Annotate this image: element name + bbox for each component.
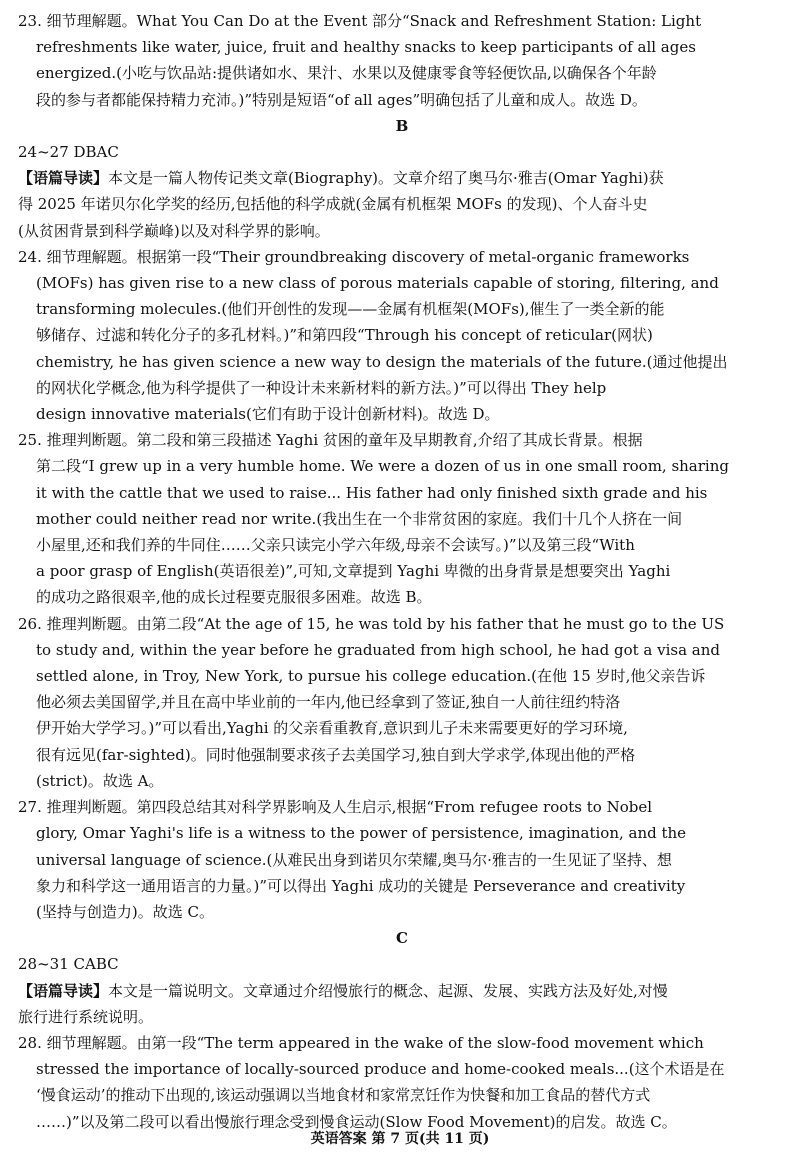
section-heading <box>18 113 786 139</box>
text-line <box>18 820 786 846</box>
line-text: (从贫困背景到科学巅峰)以及对科学界的影响。 <box>18 221 330 240</box>
line-text: 很有远见(far-sighted)。同时他强制要求孩子去美国学习,独自到大学求学,体现出他的严格 <box>36 745 636 764</box>
line-text: refreshments like water, juice, fruit and healthy snacks to keep participants of all ages <box>36 38 696 57</box>
text-line <box>18 742 786 768</box>
page-footer: 英语答案 第 7 页(共 11 页) <box>310 1131 490 1147</box>
line-text: 得 2025 年诺贝尔化学奖的经历,包括他的科学成就(金属有机框架 MOFs 的发现)、个人奋斗史 <box>18 195 648 214</box>
text-line <box>18 218 786 244</box>
text-line <box>18 270 786 296</box>
text-line <box>18 139 786 165</box>
line-text: (MOFs) has given rise to a new class of porous materials capable of storing, filtering, and <box>36 274 719 293</box>
guide-tag: 【语篇导读】 <box>18 981 109 1000</box>
line-text: 小屋里,还和我们养的牛同住……父亲只读完小学六年级,母亲不会读写。)”以及第三段“With <box>36 536 635 555</box>
line-text: energized.(小吃与饮品站:提供诸如水、果汁、水果以及健康零食等轻便饮品,以确保各个年龄 <box>36 64 657 83</box>
text-line <box>18 1004 786 1030</box>
line-text: B <box>395 116 409 135</box>
text-line <box>18 532 786 558</box>
text-line <box>18 847 786 873</box>
line-text: 够储存、过滤和转化分子的多孔材料。)”和第四段“Through his concept of reticular(网状) <box>36 326 653 345</box>
text-line <box>18 296 786 322</box>
line-text: glory, Omar Yaghi's life is a witness to the power of persistence, imagination, and the <box>36 824 687 843</box>
text-line <box>18 453 786 479</box>
line-text: 旅行进行系统说明。 <box>18 1007 154 1026</box>
text-line <box>18 191 786 217</box>
text-line <box>18 794 786 820</box>
line-text: stressed the importance of locally-sourced produce and home-cooked meals...(这个术语是在 <box>36 1060 725 1079</box>
text-line <box>18 87 786 113</box>
text-line <box>18 480 786 506</box>
text-line <box>18 899 786 925</box>
line-text: 象力和科学这一通用语言的力量。)”可以得出 Yaghi 成功的关键是 Perseverance and creativity <box>36 876 686 895</box>
line-text: ‘慢食运动’的推动下出现的,该运动强调以当地食材和家常烹饪作为快餐和加工食品的替代方式 <box>36 1086 651 1105</box>
line-text: 的成功之路很艰辛,他的成长过程要克服很多困难。故选 B。 <box>36 588 432 607</box>
text-line <box>18 978 786 1004</box>
text-line <box>18 1056 786 1082</box>
text-line <box>18 584 786 610</box>
line-text: 第二段“I grew up in a very humble home. We were a dozen of us in one small room, sharing <box>36 457 729 476</box>
line-text: C <box>396 929 408 948</box>
line-text: 25. 推理判断题。第二段和第三段描述 Yaghi 贫困的童年及早期教育,介绍了其成长背景。根据 <box>18 431 643 450</box>
line-text: settled alone, in Troy, New York, to pursue his college education.(在他 15 岁时,他父亲告诉 <box>36 667 706 686</box>
line-text: design innovative materials(它们有助于设计创新材料)。故选 D。 <box>36 405 500 424</box>
line-text: 23. 细节理解题。What You Can Do at the Event 部分“Snack and Refreshment Station: Light <box>18 12 702 30</box>
guide-tag: 【语篇导读】 <box>18 169 109 188</box>
text-line <box>18 349 786 375</box>
line-text: (strict)。故选 A。 <box>36 771 164 790</box>
line-text: (坚持与创造力)。故选 C。 <box>36 902 214 921</box>
text-line <box>18 427 786 453</box>
line-text: a poor grasp of English(英语很差)”,可知,文章提到 Yaghi 卑微的出身背景是想要突出 Yaghi <box>36 562 671 581</box>
line-text: chemistry, he has given science a new way to design the materials of the future.(通过他提出 <box>36 352 728 371</box>
line-text: 26. 推理判断题。由第二段“At the age of 15, he was told by his father that he must go to the US <box>18 614 725 633</box>
line-text: 的网状化学概念,他为科学提供了一种设计未来新材料的新方法。)”可以得出 They help <box>36 378 607 397</box>
text-line <box>18 60 786 86</box>
line-text: universal language of science.(从难民出身到诺贝尔荣耀,奥马尔·雅吉的一生见证了坚持、想 <box>36 850 672 869</box>
line-text: 本文是一篇人物传记类文章(Biography)。文章介绍了奥马尔·雅吉(Omar Yaghi)获 <box>108 169 664 188</box>
line-text: it with the cattle that we used to raise... His father had only finished sixth grade and his <box>36 483 708 502</box>
line-text: 本文是一篇说明文。文章通过介绍慢旅行的概念、起源、发展、实践方法及好处,对慢 <box>108 981 668 1000</box>
answer-page <box>18 8 786 1135</box>
text-line <box>18 873 786 899</box>
text-line <box>18 715 786 741</box>
line-text: ……)”以及第二段可以看出慢旅行理念受到慢食运动(Slow Food Movement)的启发。故选 C。 <box>36 1112 677 1131</box>
line-text: mother could neither read nor write.(我出生在一个非常贫困的家庭。我们十几个人挤在一间 <box>36 509 683 528</box>
line-text: 24. 细节理解题。根据第一段“Their groundbreaking discovery of metal-organic frameworks <box>18 247 690 266</box>
line-text: transforming molecules.(他们开创性的发现——金属有机框架(MOFs),催生了一类全新的能 <box>36 300 665 319</box>
text-line <box>18 34 786 60</box>
text-line <box>18 165 786 191</box>
text-line <box>18 1082 786 1108</box>
line-text: 28~31 CABC <box>18 955 119 974</box>
text-line <box>18 1030 786 1056</box>
text-line <box>18 689 786 715</box>
section-heading <box>18 925 786 951</box>
text-line <box>18 8 786 34</box>
text-line <box>18 768 786 794</box>
line-text: 24~27 DBAC <box>18 143 119 162</box>
line-text: 伊开始大学学习。)”可以看出,Yaghi 的父亲看重教育,意识到儿子未来需要更好的学习环境, <box>36 719 628 738</box>
text-line <box>18 951 786 977</box>
text-line <box>18 637 786 663</box>
text-line <box>18 663 786 689</box>
text-line <box>18 322 786 348</box>
text-line <box>18 401 786 427</box>
text-line <box>18 611 786 637</box>
line-text: 他必须去美国留学,并且在高中毕业前的一年内,他已经拿到了签证,独自一人前往纽约特洛 <box>36 693 621 712</box>
text-line <box>18 506 786 532</box>
text-line <box>18 375 786 401</box>
text-line <box>18 244 786 270</box>
line-text: 27. 推理判断题。第四段总结其对科学界影响及人生启示,根据“From refugee roots to Nobel <box>18 798 653 817</box>
line-text: 28. 细节理解题。由第一段“The term appeared in the wake of the slow-food movement which <box>18 1033 704 1052</box>
line-text: to study and, within the year before he graduated from high school, he had got a visa and <box>36 640 720 659</box>
text-line <box>18 558 786 584</box>
line-text: 段的参与者都能保持精力充沛。)”特别是短语“of all ages”明确包括了儿童和成人。故选 D。 <box>36 90 647 109</box>
